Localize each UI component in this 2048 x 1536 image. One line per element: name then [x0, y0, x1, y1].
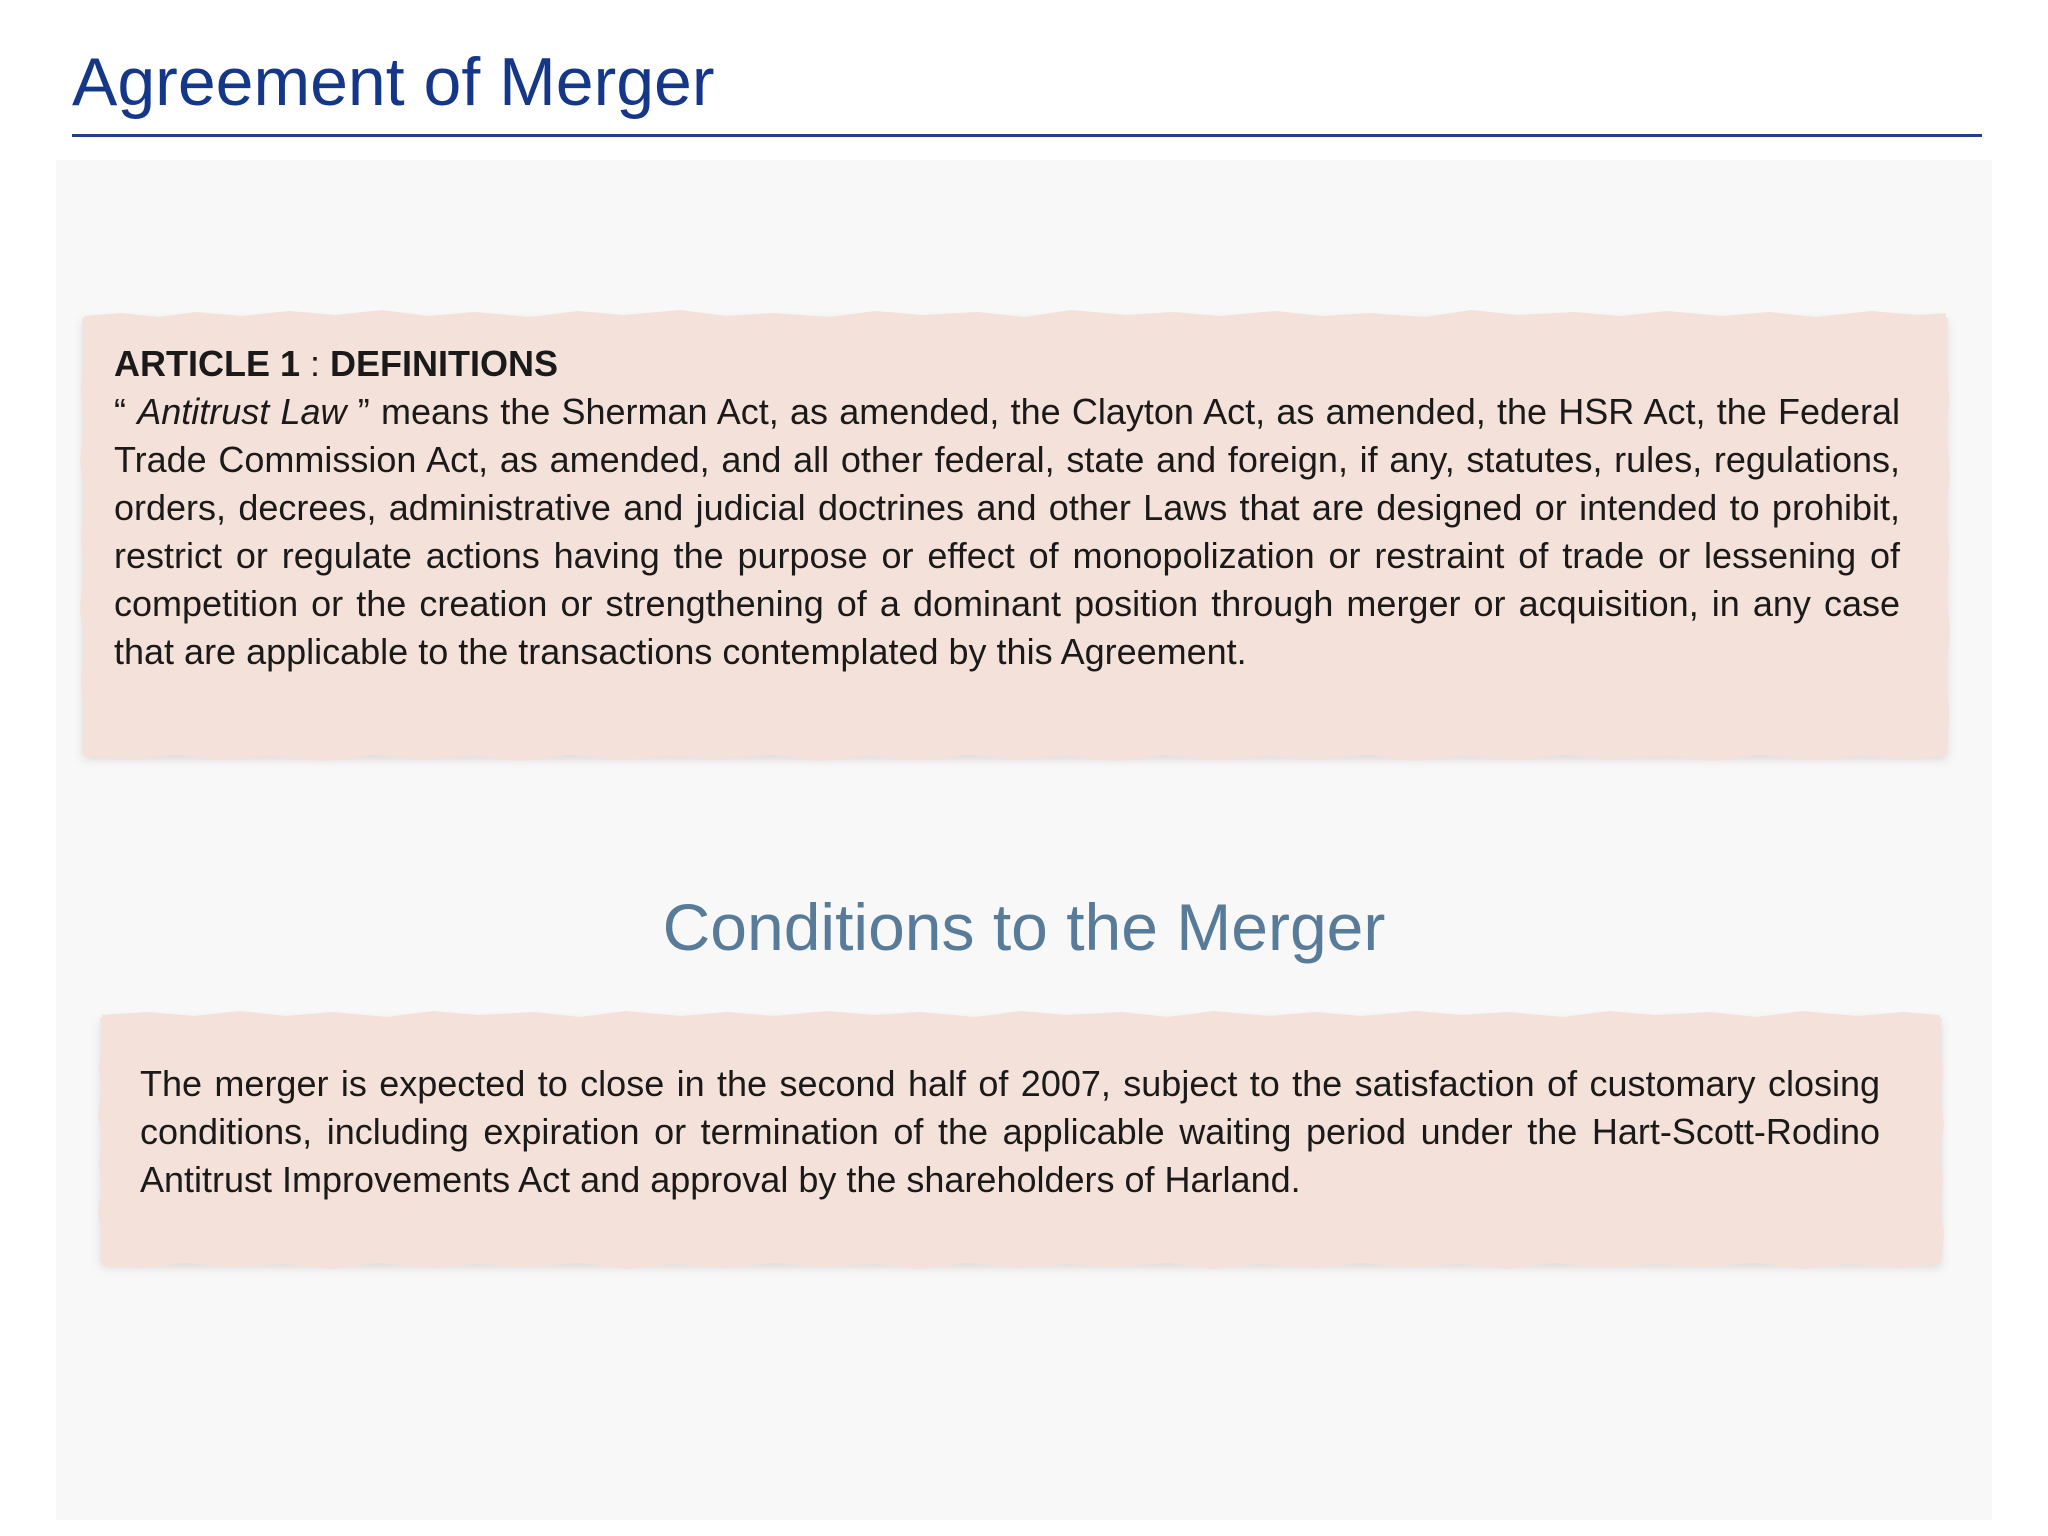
article-heading — [114, 340, 1900, 388]
torn-edge-bottom — [84, 746, 1946, 768]
article-definition-text — [114, 340, 1900, 676]
torn-edge-left — [76, 318, 90, 754]
open-quote: “ — [114, 391, 138, 432]
torn-edge-top — [102, 1004, 1940, 1026]
article-number: ARTICLE 1 — [114, 343, 301, 384]
torn-edge-right — [1940, 318, 1954, 754]
article-heading-title: DEFINITIONS — [330, 343, 559, 384]
conditions-text: The merger is expected to close in the second half of 2007, subject to the satisfaction of customary closing conditions, including expiration or termination of the applicable waiting period under the Hart-Scott-Rodino Antitrust Improvements Act and approval by the shareholders of Harland. — [140, 1063, 1880, 1200]
close-quote: ” — [346, 391, 370, 432]
torn-edge-left — [94, 1018, 108, 1262]
torn-edge-right — [1934, 1018, 1948, 1262]
torn-edge-top — [84, 304, 1946, 326]
article-heading-separator: : — [300, 343, 331, 384]
title-divider — [72, 134, 1982, 137]
definition-body: means the Sherman Act, as amended, the Clayton Act, as amended, the HSR Act, the Federal Trade Commission Act, as amended, and all other federal, state and foreign, if any, statutes, rules, regulations, orders, decrees, administrative and judicial doctrines and other Laws that are designed or intended to prohibit, restrict or regulate actions having the purpose or effect of monopolization or restraint of trade or lessening of competition or the creation or strengthening of a dominant position through merger or acquisition, in any case that are applicable to the transactions contemplated by this Agreement. — [114, 391, 1901, 672]
page-title: Agreement of Merger — [72, 44, 715, 120]
torn-edge-bottom — [102, 1254, 1940, 1276]
defined-term: Antitrust Law — [137, 391, 347, 432]
conditions-title: Conditions to the Merger — [662, 890, 1386, 964]
